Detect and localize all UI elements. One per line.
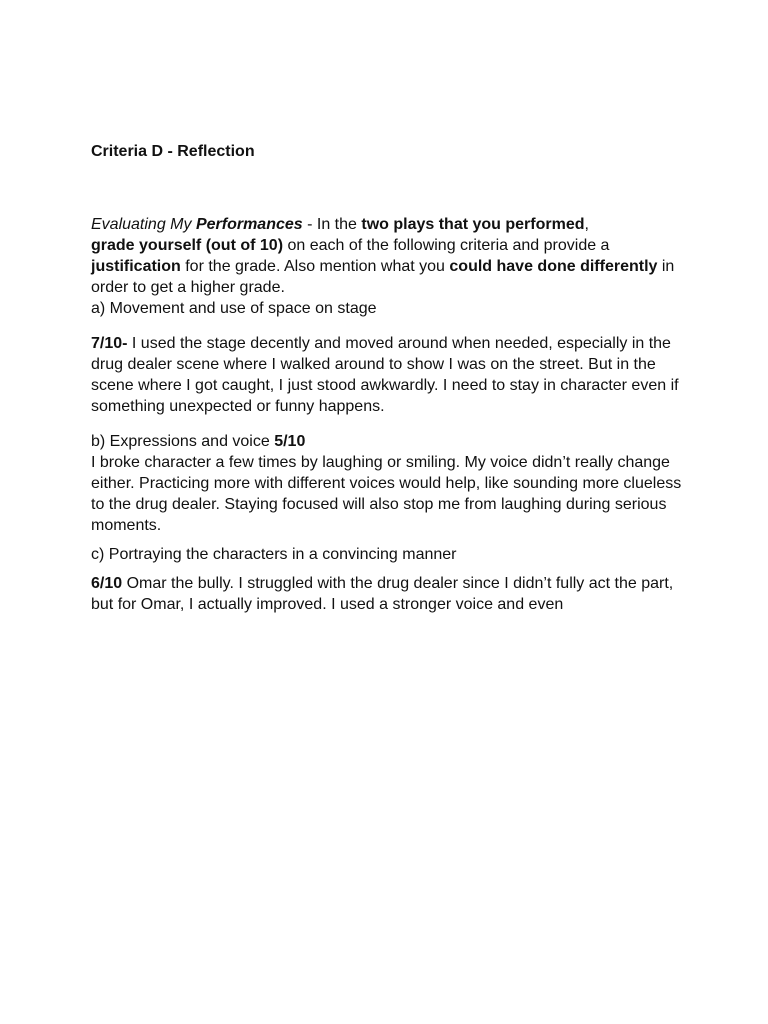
intro-could-have-done: could have done differently (449, 258, 658, 275)
intro-paragraph (91, 214, 691, 298)
intro-in-the: - In the (302, 216, 362, 233)
criteria-a-text: I used the stage decently and moved around when needed, especially in the drug dealer scene where I walked around to show I was on the street. But in the scene where I got caught, I just stood awkwardly. I need to stay in character even if something unexpected or funny happens. (91, 335, 679, 415)
intro-performances: Performances (195, 216, 303, 233)
criteria-c-label: c) Portraying the characters in a convincing manner (91, 546, 457, 563)
criteria-c-score: 6/10 (91, 575, 123, 592)
intro-justification: justification (91, 258, 181, 275)
criteria-a-answer (91, 333, 691, 417)
intro-in-order: in order to get a higher grade. (91, 258, 675, 296)
criteria-b-heading (91, 431, 691, 452)
intro-on-each: on each of the following criteria and provide a (283, 237, 610, 254)
criteria-b-score: 5/10 (274, 433, 306, 450)
criteria-b-label: b) Expressions and voice (91, 433, 275, 450)
intro-grade-yourself: grade yourself (out of 10) (91, 237, 284, 254)
intro-two-plays: two plays that you performed (361, 216, 585, 233)
criteria-c-answer (91, 573, 691, 615)
criteria-a-score: 7/10- (91, 335, 128, 352)
criteria-c-text: Omar the bully. I struggled with the drug dealer since I didn’t fully act the part, but for Omar, I actually improved. I used a stronger voice and even (91, 575, 674, 613)
intro-comma: , (584, 216, 589, 233)
intro-evaluating: Evaluating My (91, 216, 196, 233)
criteria-a-label: a) Movement and use of space on stage (91, 300, 377, 317)
criteria-b-text: I broke character a few times by laughing or smiling. My voice didn’t really change either. Practicing more with different voices would help, like sounding more clueless to the drug dealer. Staying focused will also stop me from laughing during serious moments. (91, 454, 682, 534)
page-title: Criteria D - Reflection (91, 143, 255, 160)
document-page (91, 141, 691, 615)
intro-for-the-grade: for the grade. Also mention what you (180, 258, 450, 275)
